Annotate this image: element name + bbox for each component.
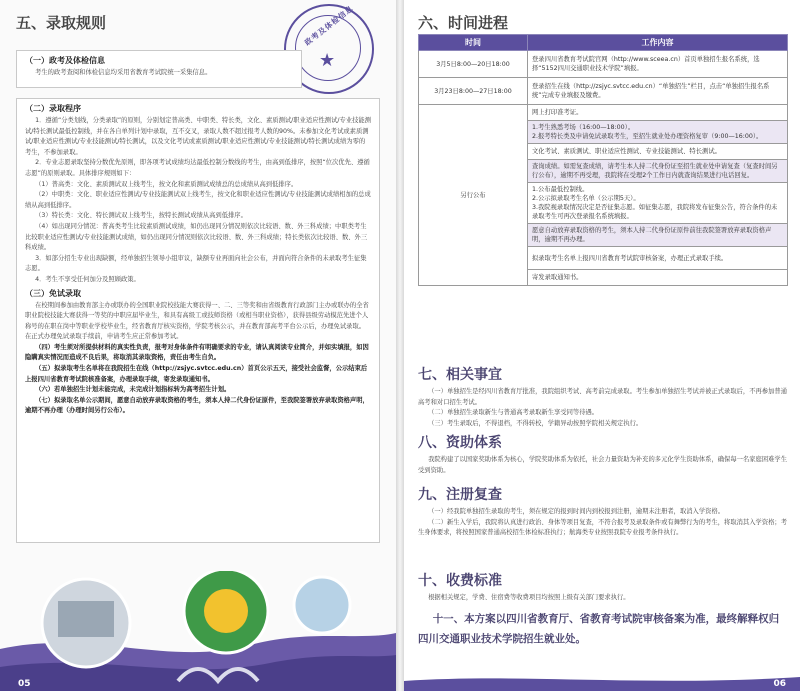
political-health-info-box <box>16 50 302 88</box>
content-cell: 网上打印准考证。 <box>528 105 788 121</box>
paragraph: （二）新生入学后，我院将认真进行政治、身体等项目复查，不符合报考及录取条件或有舞弊行为的考生，将取消其入学资格；考生身体要求，将按照国家普通高校招生体检标准执行；航海类专业按照我院专业报考条件执行。 <box>418 518 787 537</box>
table-row <box>419 51 788 78</box>
content-cell: 登录四川省教育考试院官网（http://www.sceea.cn）首页单独招生报名系统，选择“5152四川交通职业技术学院”填报。 <box>528 51 788 78</box>
table-header-row <box>419 35 788 51</box>
paragraph: 1．遵循“分类划线，分类录取”的原则，分别划定普高类、中职类、特长类，文化、素质测试/职业适应性测试/专业技能测试/特长测试最低控制线，并在各自单列计划中录取，互不交叉，录取人数不超过报考人数的90%。未参加文化考试或素质测试/职业适应性测试/专业技能测试/特长测试，以及文化考试或素质测试/职业适应性测试/专业技能测试/特长测试成绩为零的考生，不参加录取。 <box>25 117 371 156</box>
paragraph: （四）考生须对所提供材料的真实性负责，报考对身体条件有明确要求的专业，请认真阅读专业简介，并如实填报，如因隐瞒真实情况而造成不良后果，将取消其录取资格，责任由考生自负。 <box>25 343 369 362</box>
paragraph: （1）普高类：文化、素质测试双上线考生，按文化和素质测试成绩总的总成绩从高到低排序。 <box>35 180 298 188</box>
table-row <box>419 105 788 121</box>
section-related-matters <box>418 364 788 429</box>
footer-wave <box>404 669 800 691</box>
content-cell: 1.公布最低控制线。 2.公示拟录取考生名单（公示期5天）。 3.我院视录取情况决定是否征集志愿。如征集志愿，我院将发布征集公告，符合条件的未录取考生可再次登录报名系统填报。 <box>528 183 788 224</box>
paragraph: 4．考生不享受任何加分及照顾政策。 <box>35 275 140 283</box>
paragraph: （3）特长类：文化、特长测试双上线考生，按特长测试成绩从高到低排序。 <box>35 212 247 220</box>
paragraph: （一）经我院单独招生录取的考生，须在规定的报到时间内到校报到注册，逾期未注册者，取消入学资格。 <box>428 508 725 515</box>
paragraph: 考生的政考查阅和体检信息均采用省教育考试院统一采集信息。 <box>35 69 212 76</box>
timeline-table <box>418 34 788 286</box>
paragraph: 根据相关规定，学费、住宿费等收费项目均按照上级有关部门要求执行。 <box>428 594 630 601</box>
content-cell: 查询成绩。如需复查成绩，请考生本人持二代身份证至招生就业处申请复查（复查时间另行公布），逾期不再受理，我院将在受理2个工作日内就查询结果进行电话回复。 <box>528 160 788 183</box>
paragraph: （二）单独招生录取新生与普通高考录取新生享受同等待遇。 <box>428 409 599 417</box>
left-page <box>0 0 396 691</box>
section-heading: 九、注册复查 <box>418 487 502 503</box>
star-icon: ★ <box>319 50 336 71</box>
content-cell: 文化考试、素质测试、职业适应性测试、专业技能测试、特长测试。 <box>528 144 788 160</box>
column-header-content: 工作内容 <box>528 35 788 51</box>
paragraph: 2．专业志愿录取坚持分数优先原则，即各项考试成绩均达最低控制分数线的考生，由高到低排序，按照“位次优先、遵循志愿”的原则录取。具体排序规则如下： <box>25 159 370 177</box>
page-number: 05 <box>18 679 31 689</box>
section-heading-timeline: 六、时间进程 <box>418 14 509 32</box>
paragraph: 在校期间参加由教育部主办或联办的全国职业院校技能大赛获得一、二、三等奖和由省级教育行政部门主办或联办的全省职业院校技能大赛获得一等奖的中职应届毕业生，和具有高级工或技师资格（或相当职业资格），获得县级劳动模范先进个人称号的在职在岗中等职业学校毕业生，经省教育厅核实资格，学院考核公示，并在教育部高考平台公示后，办理免试录取。在正式办理免试录取手续前，申请考生应正常参加考试。 <box>25 301 369 341</box>
paragraph: （三）考生录取后，不得退档，不得转校，学籍异动按照学院相关规定执行。 <box>428 419 643 427</box>
decorative-photo-collage <box>0 571 396 691</box>
section-heading: 八、资助体系 <box>418 435 502 451</box>
time-cell: 3月5日8:00—20日18:00 <box>419 51 528 78</box>
content-cell: 愿意自动放弃录取资格的考生，须本人持二代身份证原件前往我院签署放弃录取资格声明，逾期不再办理。 <box>528 224 788 247</box>
content-cell: 寄发录取通知书。 <box>528 270 788 286</box>
section-heading-admission-rules: 五、录取规则 <box>16 14 107 32</box>
paragraph: （一）单独招生是经四川省教育厅批准，我院组织考试、高考前完成录取。考生参加单独招生考试并被正式录取后，不再参加普通高考和对口招生考试。 <box>418 388 787 406</box>
page-number: 06 <box>773 679 786 689</box>
content-cell: 1.考生熟悉考场（16:00—18:00）。 2.报考特长类及申请免试录取考生，至招生就业处办理资格复审（9:00—16:00）。 <box>528 121 788 144</box>
right-page <box>404 0 800 691</box>
admission-procedure-box <box>16 98 380 543</box>
paragraph: （六）若单独招生计划未能完成，未完成计划指标转为高考招生计划。 <box>35 386 231 394</box>
final-statement: 十一、本方案以四川省教育厅、省教育考试院审核备案为准，最终解释权归四川交通职业技术学院招生就业处。 <box>418 613 780 645</box>
section-heading: 七、相关事宜 <box>418 367 502 383</box>
paragraph: （七）拟录取名单公示期间，愿意自动放弃录取资格的考生，须本人持二代身份证原件，至我院签署放弃录取资格声明，逾期不再办理（办理时间另行公布）。 <box>25 396 369 415</box>
subsection-title: （三）免试录取 <box>25 288 81 298</box>
book-spine <box>396 0 404 691</box>
paragraph: （4）如出现同分情况：普高类考生比较素质测试成绩，如仍出现同分情况则依次比较语、数、外三科成绩；中职类考生比较职业适应性测试/专业技能测试成绩，如仍出现同分情况则依次比较语、数、外三科成绩；特长类依次比较语、数、外三科成绩。 <box>25 222 368 252</box>
paragraph: （五）拟录取考生名单将在我院招生在线（http://zsjyc.svtcc.edu.cn）首页公示五天，接受社会监督，公示结束后上报四川省教育考试院核准备案，办理录取手续，寄发录取通知书。 <box>25 365 368 383</box>
paragraph: （2）中职类：文化、职业适应性测试/专业技能测试双上线考生，按文化和职业适应性测试/专业技能测试成绩相加的总成绩从高到低排序。 <box>25 191 371 209</box>
section-heading: 十、收费标准 <box>418 573 502 589</box>
time-cell: 3月23日8:00—27日18:00 <box>419 78 528 105</box>
subsection-title: （二）录取程序 <box>25 104 81 113</box>
stamp-text: 政考及体检信息 <box>302 3 356 48</box>
section-financial-aid <box>418 432 788 476</box>
paragraph: 3．如部分招生专业出现缺额，经单独招生领导小组审议，缺额专业再面向社会公布，并面向符合条件的未录取考生征集志愿。 <box>25 254 367 273</box>
time-cell-tbd: 另行公布 <box>419 105 528 286</box>
timeline-table-wrapper <box>418 34 788 286</box>
subsection-title: （一）政考及体检信息 <box>25 56 105 65</box>
content-cell: 登录招生在线（http://zsjyc.svtcc.edu.cn）“单独招生”栏目，点击“单独招生报名系统”完成专业填报及缴费。 <box>528 78 788 105</box>
column-header-time: 时间 <box>419 35 528 51</box>
section-fees <box>418 570 788 604</box>
table-row <box>419 78 788 105</box>
content-cell: 拟录取考生名单上报四川省教育考试院审核备案，办理正式录取手续。 <box>528 247 788 270</box>
section-registration-review <box>418 484 788 539</box>
paragraph: 我院构建了以国家奖助体系为核心，学院奖助体系为依托，社会力量资助为补充的多元化学生资助体系，确保每一名家庭困难学生受到资助。 <box>418 456 787 474</box>
